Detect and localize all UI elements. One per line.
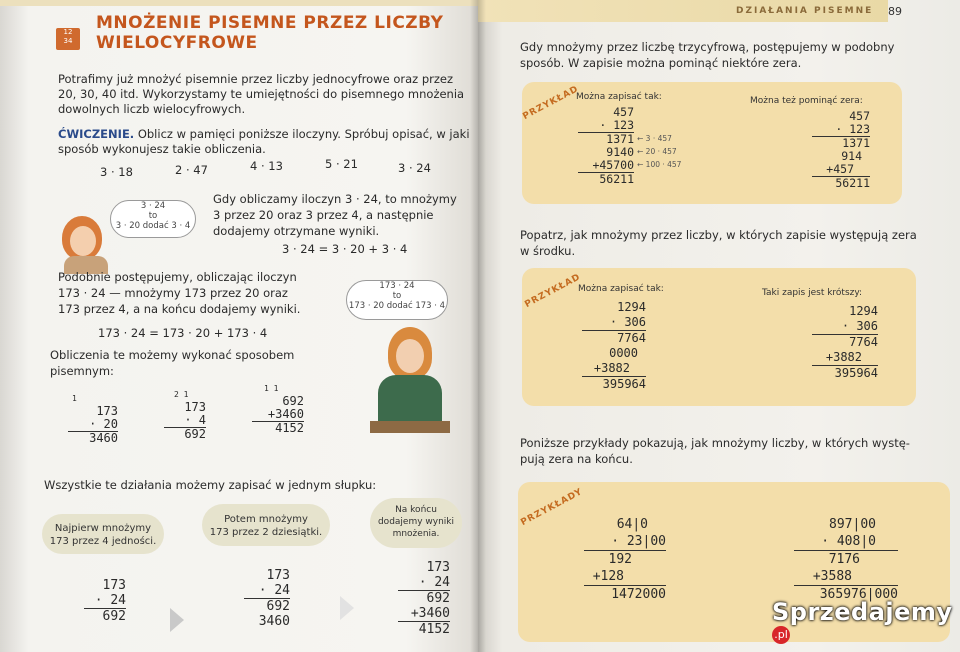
bubble3-line3: mnożenia.: [392, 529, 440, 539]
watermark-suffix: .pl: [772, 626, 790, 644]
ex3-left-factor1: 64|0: [616, 517, 648, 532]
ex3-right-factor1: 897|00: [829, 517, 876, 532]
ex3-right-calc: [794, 516, 898, 603]
ex2-right-factor1: 1294: [849, 304, 878, 318]
ex2-left-partial2: 0000: [609, 346, 638, 360]
calc-a-factor2: · 20: [89, 417, 118, 431]
step2-calc: [244, 568, 290, 629]
ex3-right-partial2: +3588: [812, 569, 852, 584]
section-title-line1: MNOŻENIE PISEMNE PRZEZ LICZBY: [96, 13, 444, 33]
calc-b-result: 692: [164, 427, 206, 441]
ex1-note2: ← 20 · 457: [637, 147, 677, 156]
thought2-line3: 173 · 20 dodać 173 · 4: [348, 301, 446, 311]
step2-factor2: · 24: [258, 583, 290, 598]
example-tag-3: PRZYKŁADY: [519, 486, 585, 528]
ex1-note3: ← 100 · 457: [637, 160, 682, 169]
ex3-left-result: 1472000: [584, 585, 666, 603]
ex2-left-factor1: 1294: [617, 300, 646, 314]
similar-line2: 173 · 24 — mnożymy 173 przez 20 oraz: [58, 286, 288, 300]
ex2-right-partial1: 7764: [812, 334, 878, 350]
step1-calc: [84, 578, 126, 624]
ex3-right-result: 365976|000: [794, 585, 898, 603]
bubble1-line2: 173 przez 4 jedności.: [49, 536, 157, 547]
intro-line1: Potrafimy już mnożyć pisemnie przez liczby jednocyfrowe oraz przez: [58, 72, 453, 86]
gdy-line2: 3 przez 20 oraz 3 przez 4, a następnie: [213, 208, 434, 222]
exercise-line1: Oblicz w pamięci poniższe iloczyny. Spróbuj opisać, w jaki: [137, 127, 470, 141]
step3-partial1: 692: [398, 590, 450, 606]
page-header-label: DZIAŁANIA PISEMNE: [736, 6, 874, 16]
ex3-left-partial1: 192: [584, 550, 666, 568]
ex1-left-partial2: 9140: [606, 145, 634, 159]
ex2-right-calc: [812, 304, 878, 381]
ex3-left-calc: [584, 516, 666, 603]
girl-illustration-1: [58, 212, 110, 272]
section-title-line2: WIELOCYFROWE: [96, 33, 258, 53]
intro-line3: dowolnych liczb wielocyfrowych.: [58, 102, 246, 116]
thought1-line2: to: [148, 211, 158, 221]
calc-c-result: 4152: [252, 421, 304, 435]
step3-factor2: · 24: [418, 575, 450, 590]
section-badge: 12 34: [56, 28, 80, 50]
step2-factor1: 173: [266, 568, 290, 583]
thought2-line1: 173 · 24: [379, 281, 415, 291]
gdy-line3: dodajemy otrzymane wyniki.: [213, 224, 380, 238]
step3-factor1: 173: [426, 560, 450, 575]
middle-line2: w środku.: [520, 244, 576, 258]
intro-line2: 20, 30, 40 itd. Wykorzystamy te umiejętności do pisemnego mnożenia: [58, 87, 465, 101]
ex1-left-factor2: · 123: [599, 118, 634, 132]
watermark: [772, 598, 960, 645]
exercise-label: ĆWICZENIE.: [58, 127, 135, 141]
formula-1: 3 · 24 = 3 · 20 + 3 · 4: [282, 242, 408, 256]
calc-a-factor1: 173: [96, 404, 118, 418]
example-tag-1: PRZYKŁAD: [521, 84, 581, 122]
thought2-line2: to: [392, 291, 402, 301]
ex1-left-factor1: 457: [613, 105, 634, 119]
product-3: 4 · 13: [250, 159, 283, 173]
ex2-left-partial3: +3882: [593, 361, 630, 375]
ex2-left-result: 395964: [582, 376, 646, 392]
ex1-left-result: 56211: [578, 172, 634, 186]
product-2: 2 · 47: [175, 163, 208, 177]
bubble2-line2: 173 przez 2 dziesiątki.: [209, 527, 323, 538]
left-page-top-band: [0, 0, 478, 6]
bottom-line2: pują zera na końcu.: [520, 452, 633, 466]
right-page: [478, 0, 960, 652]
step3-result: 4152: [398, 621, 450, 637]
written-line1: Obliczenia te możemy wykonać sposobem: [50, 348, 295, 362]
right-intro-line1: Gdy mnożymy przez liczbę trzycyfrową, postępujemy w podobny: [520, 40, 895, 54]
calc-c-addend1: 692: [282, 394, 304, 408]
bubble2-line1: Potem mnożymy: [224, 514, 308, 525]
ex2-right-result: 395964: [812, 365, 878, 381]
ex2-left-factor2: · 306: [609, 315, 646, 329]
calc-b-factor1: 173: [184, 400, 206, 414]
middle-line1: Popatrz, jak mnożymy przez liczby, w których zapisie występują zera: [520, 228, 917, 242]
thought1-line1: 3 · 24: [140, 201, 166, 211]
ex1-right-caption: Można też pominąć zera:: [750, 96, 863, 106]
ex3-left-partial2: +128: [592, 569, 624, 584]
ex2-right-factor2: · 306: [841, 319, 878, 333]
calc-a-carry: 1: [72, 394, 77, 403]
ex2-left-calc: [582, 300, 646, 392]
step2-partial1: 692: [244, 598, 290, 614]
calc-c-carry: 1 1: [264, 384, 279, 393]
ex1-right-partial3: +457: [826, 162, 854, 176]
similar-line3: 173 przez 4, a na końcu dodajemy wyniki.: [58, 302, 301, 316]
bubble-step1: [42, 514, 164, 554]
step3-partial2: +3460: [410, 606, 450, 621]
arrow-right-icon: [340, 596, 354, 620]
step3-calc: [398, 560, 450, 637]
ex1-left-partial1: 1371: [578, 132, 634, 146]
exercise-line2: sposób wykonujesz takie obliczenia.: [58, 142, 266, 156]
product-5: 3 · 24: [398, 161, 431, 175]
ex1-note1: ← 3 · 457: [637, 134, 672, 143]
calc-a-result: 3460: [68, 431, 118, 445]
ex1-left-calc: [578, 106, 634, 186]
right-intro-line2: sposób. W zapisie można pominąć niektóre zera.: [520, 56, 802, 70]
calc-a: [68, 392, 118, 445]
bubble3-line1: Na końcu: [395, 505, 437, 515]
ex1-left-partial3: +45700: [592, 158, 634, 172]
formula-2: 173 · 24 = 173 · 20 + 173 · 4: [98, 326, 268, 340]
ex1-left-notes: [637, 132, 681, 171]
thought1-line3: 3 · 20 dodać 3 · 4: [115, 221, 191, 231]
ex1-right-factor2: · 123: [835, 122, 870, 136]
step2-partial2: 3460: [258, 614, 290, 629]
ex1-right-calc: [812, 110, 870, 190]
ex2-right-partial2: +3882: [825, 350, 862, 364]
column-text: Wszystkie te działania możemy zapisać w jednym słupku:: [44, 478, 377, 492]
calc-c: [252, 382, 304, 435]
written-line2: pisemnym:: [50, 364, 114, 378]
bubble-step3: [370, 498, 462, 548]
ex1-left-caption: Można zapisać tak:: [576, 92, 662, 102]
ex3-right-factor2: · 408|0: [821, 534, 876, 549]
page-number: 89: [888, 5, 902, 18]
ex2-left-partial1: 7764: [582, 330, 646, 346]
bottom-line1: Poniższe przykłady pokazują, jak mnożymy liczby, w których wystę-: [520, 436, 910, 450]
watermark-text: Sprzedajemy: [772, 598, 953, 626]
calc-b-factor2: · 4: [184, 413, 206, 427]
step1-result: 692: [84, 608, 126, 624]
gdy-line1: Gdy obliczamy iloczyn 3 · 24, to mnożymy: [213, 192, 457, 206]
ex1-right-factor1: 457: [849, 109, 870, 123]
ex1-right-result: 56211: [812, 176, 870, 190]
calc-c-addend2: +3460: [267, 407, 304, 421]
ex2-right-caption: Taki zapis jest krótszy:: [762, 288, 863, 298]
bubble3-line2: dodajemy wyniki: [377, 517, 455, 527]
arrow-right-icon: [170, 608, 184, 632]
book-gutter: [470, 0, 486, 652]
ex2-left-caption: Można zapisać tak:: [578, 284, 664, 294]
left-page: [0, 0, 478, 652]
bubble-step2: [202, 504, 330, 546]
example-box-1: [522, 82, 902, 204]
thought-bubble-1: [110, 200, 196, 238]
calc-b: [164, 388, 206, 441]
thought-bubble-2: [346, 280, 448, 320]
calc-b-carry: 2 1: [174, 390, 189, 399]
ex3-right-partial1: 7176: [794, 550, 898, 568]
girl-illustration-2: [370, 325, 450, 435]
product-4: 5 · 21: [325, 157, 358, 171]
similar-line1: Podobnie postępujemy, obliczając iloczyn: [58, 270, 297, 284]
product-1: 3 · 18: [100, 165, 133, 179]
step1-factor2: · 24: [94, 593, 126, 608]
example-box-2: [522, 268, 916, 406]
ex1-right-partial2: 914: [841, 149, 862, 163]
step1-factor1: 173: [102, 578, 126, 593]
ex1-right-partial1: 1371: [812, 136, 870, 150]
example-tag-2: PRZYKŁAD: [523, 272, 583, 310]
bubble1-line1: Najpierw mnożymy: [54, 523, 152, 534]
ex3-left-factor2: · 23|00: [611, 534, 666, 549]
